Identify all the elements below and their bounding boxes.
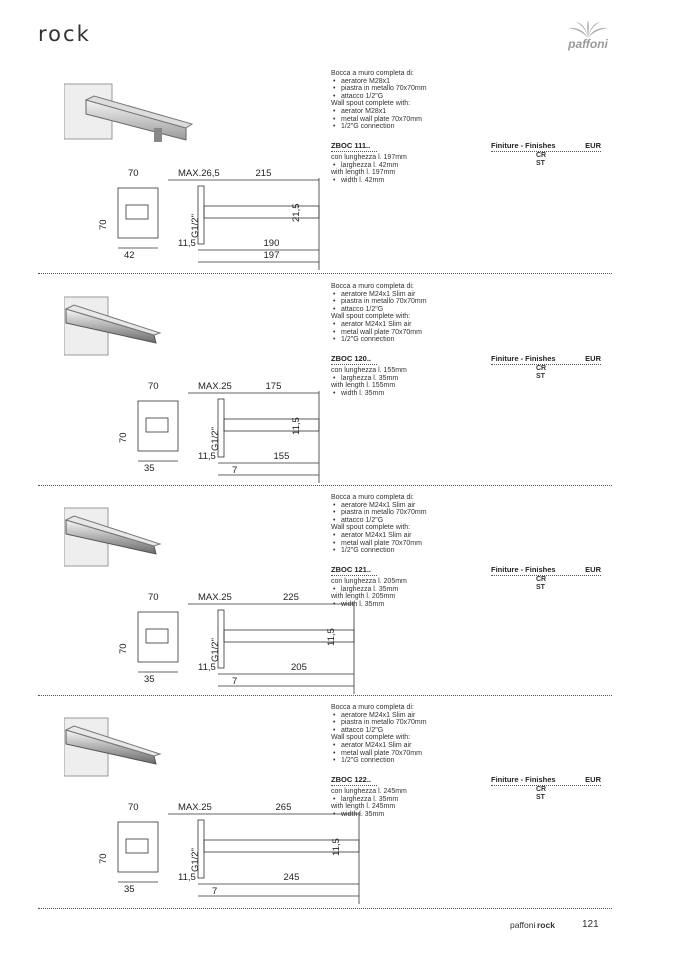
dimension-plate-w: 70 xyxy=(128,168,139,179)
page-number: 121 xyxy=(582,919,599,930)
dimension-gap: 7 xyxy=(232,676,238,687)
technical-drawing xyxy=(78,178,378,278)
dimension-l1: 155 xyxy=(273,451,290,462)
dimension-max: MAX.25 xyxy=(178,802,212,813)
spec-it-list xyxy=(331,712,601,735)
length-en: with length l. 155mm xyxy=(331,382,396,390)
finish-code: ST xyxy=(536,373,545,380)
dimension-total: 265 xyxy=(275,802,292,813)
spec-it-list xyxy=(331,78,601,101)
finish-codes xyxy=(536,365,546,381)
length-en: with length l. 245mm xyxy=(331,803,396,811)
length-item: • larghezza l. 35mm xyxy=(341,375,601,383)
product-code: ZBOC 121.. xyxy=(331,565,377,576)
length-item: • larghezza l. 35mm xyxy=(341,796,601,804)
finish-codes xyxy=(536,576,546,592)
spec-it-list xyxy=(331,502,601,525)
dimension-plate-h: 70 xyxy=(98,219,109,230)
dimension-plate-w: 70 xyxy=(148,592,159,603)
finishes-label: Finiture - Finishes xyxy=(491,141,556,150)
length-it-list xyxy=(331,162,601,170)
length-it: con lunghezza l. 197mm xyxy=(331,154,407,161)
dimension-l1: 205 xyxy=(291,662,307,673)
spout-photo xyxy=(64,494,204,574)
spec-en-list xyxy=(331,108,601,131)
spec-item: • attacco 1/2"G xyxy=(341,306,601,314)
page-title: rock xyxy=(38,22,91,46)
spec-item: • 1/2"G connection xyxy=(341,123,601,131)
spec-it-list xyxy=(331,291,601,314)
product-code: ZBOC 122.. xyxy=(331,775,377,786)
footer-series: rock xyxy=(537,920,555,930)
spec-text xyxy=(331,704,601,765)
spout-photo xyxy=(64,283,204,363)
currency-label: EUR xyxy=(585,775,601,784)
spec-item: • aeratore M24x1 Slim air xyxy=(341,712,601,720)
length-item: • larghezza l. 35mm xyxy=(341,586,601,594)
finish-code: ST xyxy=(536,794,545,801)
spec-item: • attacco 1/2"G xyxy=(341,93,601,101)
finishes-label: Finiture - Finishes xyxy=(491,354,556,363)
dimension-l1: 190 xyxy=(263,238,280,249)
product-block xyxy=(38,494,612,704)
spec-item: • piastra in metallo 70x70mm xyxy=(341,719,601,727)
spec-en-list xyxy=(331,742,601,765)
finish-code: CR xyxy=(536,576,547,583)
spec-en-title: Wall spout complete with: xyxy=(331,734,411,742)
spec-item: • piastra in metallo 70x70mm xyxy=(341,298,601,306)
dimension-depth: 35 xyxy=(124,884,135,895)
dimension-h: 21,5 xyxy=(291,203,302,222)
dimension-h: 11,5 xyxy=(326,628,337,646)
spec-it-title: Bocca a muro completa di: xyxy=(331,704,414,711)
length-item: • width l. 35mm xyxy=(341,811,601,819)
dimension-base: 11,5 xyxy=(198,662,216,673)
spout-photo xyxy=(64,704,204,784)
spec-item: • metal wall plate 70x70mm xyxy=(341,540,601,548)
dimension-thread: G1/2" xyxy=(210,427,221,451)
dimension-max: MAX.25 xyxy=(198,592,232,603)
spec-item: • aeratore M28x1 xyxy=(341,78,601,86)
length-it: con lunghezza l. 155mm xyxy=(331,367,407,374)
dimension-max: MAX.26,5 xyxy=(178,168,220,179)
spec-item: • aeratore M24x1 Slim air xyxy=(341,502,601,510)
length-it-list xyxy=(331,586,601,594)
dimension-h: 11,5 xyxy=(291,417,302,435)
currency-label: EUR xyxy=(585,565,601,574)
spout-photo xyxy=(64,70,204,150)
length-item: • larghezza l. 42mm xyxy=(341,162,601,170)
finishes-header xyxy=(491,565,601,576)
dimension-plate-h: 70 xyxy=(118,643,129,654)
spec-item: • metal wall plate 70x70mm xyxy=(341,750,601,758)
spec-it-title: Bocca a muro completa di: xyxy=(331,283,414,290)
spec-text xyxy=(331,494,601,555)
spec-en-list xyxy=(331,321,601,344)
spec-item: • piastra in metallo 70x70mm xyxy=(341,85,601,93)
length-it: con lunghezza l. 245mm xyxy=(331,788,407,795)
length-en: with length l. 205mm xyxy=(331,593,396,601)
dimension-max: MAX.25 xyxy=(198,381,232,392)
dimension-total: 225 xyxy=(283,592,299,603)
dimension-depth: 35 xyxy=(144,674,155,685)
length-item: • width l. 35mm xyxy=(341,390,601,398)
dimension-thread: G1/2" xyxy=(210,638,221,662)
dimension-h: 11,5 xyxy=(331,838,342,856)
spec-text xyxy=(331,283,601,344)
dimension-total: 175 xyxy=(265,381,282,392)
currency-label: EUR xyxy=(585,354,601,363)
product-code: ZBOC 111.. xyxy=(331,141,377,152)
product-block xyxy=(38,70,612,280)
length-en: with length l. 197mm xyxy=(331,169,396,177)
length-it-list xyxy=(331,375,601,383)
spec-item: • piastra in metallo 70x70mm xyxy=(341,509,601,517)
currency-label: EUR xyxy=(585,141,601,150)
spec-item: • metal wall plate 70x70mm xyxy=(341,116,601,124)
dimension-thread: G1/2" xyxy=(190,214,201,238)
finish-code: ST xyxy=(536,584,545,591)
finish-code: ST xyxy=(536,160,545,167)
spec-item: • aeratore M24x1 Slim air xyxy=(341,291,601,299)
dimension-gap: 7 xyxy=(232,465,238,476)
product-code: ZBOC 120.. xyxy=(331,354,377,365)
spec-item: • metal wall plate 70x70mm xyxy=(341,329,601,337)
dimension-l1: 245 xyxy=(283,872,300,883)
finishes-header xyxy=(491,775,601,786)
spec-en-list xyxy=(331,532,601,555)
footer-brand: paffoni xyxy=(510,920,536,930)
dimension-total: 215 xyxy=(255,168,272,179)
dimension-base: 11,5 xyxy=(198,451,216,462)
dimension-base: 11,5 xyxy=(178,238,196,249)
spec-it-title: Bocca a muro completa di: xyxy=(331,494,414,501)
length-it-list xyxy=(331,796,601,804)
finish-code: CR xyxy=(536,786,547,793)
finishes-label: Finiture - Finishes xyxy=(491,775,556,784)
dimension-l2: 197 xyxy=(263,250,280,261)
spec-it-title: Bocca a muro completa di: xyxy=(331,70,414,77)
dimension-gap: 7 xyxy=(212,886,218,897)
product-block xyxy=(38,283,612,493)
spec-item: • aerator M24x1 Slim air xyxy=(341,532,601,540)
dimension-base: 11,5 xyxy=(178,872,196,883)
technical-drawing xyxy=(78,812,378,912)
product-block xyxy=(38,704,612,914)
spec-item: • attacco 1/2"G xyxy=(341,727,601,735)
finish-codes xyxy=(536,786,546,802)
dimension-depth: 35 xyxy=(144,463,155,474)
dimension-thread: G1/2" xyxy=(190,848,201,872)
spec-item: • aerator M24x1 Slim air xyxy=(341,321,601,329)
finish-code: CR xyxy=(536,152,547,159)
spec-en-title: Wall spout complete with: xyxy=(331,313,411,321)
spec-item: • 1/2"G connection xyxy=(341,757,601,765)
dimension-plate-h: 70 xyxy=(98,853,109,864)
dimension-depth: 42 xyxy=(124,250,135,261)
length-item: • width l. 42mm xyxy=(341,177,601,185)
spec-item: • attacco 1/2"G xyxy=(341,517,601,525)
dimension-plate-h: 70 xyxy=(118,432,129,443)
length-item: • width l. 35mm xyxy=(341,601,601,609)
spec-item: • aerator M28x1 xyxy=(341,108,601,116)
finish-code: CR xyxy=(536,365,547,372)
spec-item: • 1/2"G connection xyxy=(341,336,601,344)
finishes-header xyxy=(491,141,601,152)
finish-codes xyxy=(536,152,546,168)
logo-text: paffoni xyxy=(568,37,608,51)
paffoni-logo xyxy=(556,20,620,54)
dimension-plate-w: 70 xyxy=(128,802,139,813)
finishes-label: Finiture - Finishes xyxy=(491,565,556,574)
dimension-plate-w: 70 xyxy=(148,381,159,392)
length-it: con lunghezza l. 205mm xyxy=(331,578,407,585)
spec-item: • 1/2"G connection xyxy=(341,547,601,555)
spec-text xyxy=(331,70,601,131)
spec-en-title: Wall spout complete with: xyxy=(331,100,411,108)
spec-en-title: Wall spout complete with: xyxy=(331,524,411,532)
spec-item: • aerator M24x1 Slim air xyxy=(341,742,601,750)
finishes-header xyxy=(491,354,601,365)
